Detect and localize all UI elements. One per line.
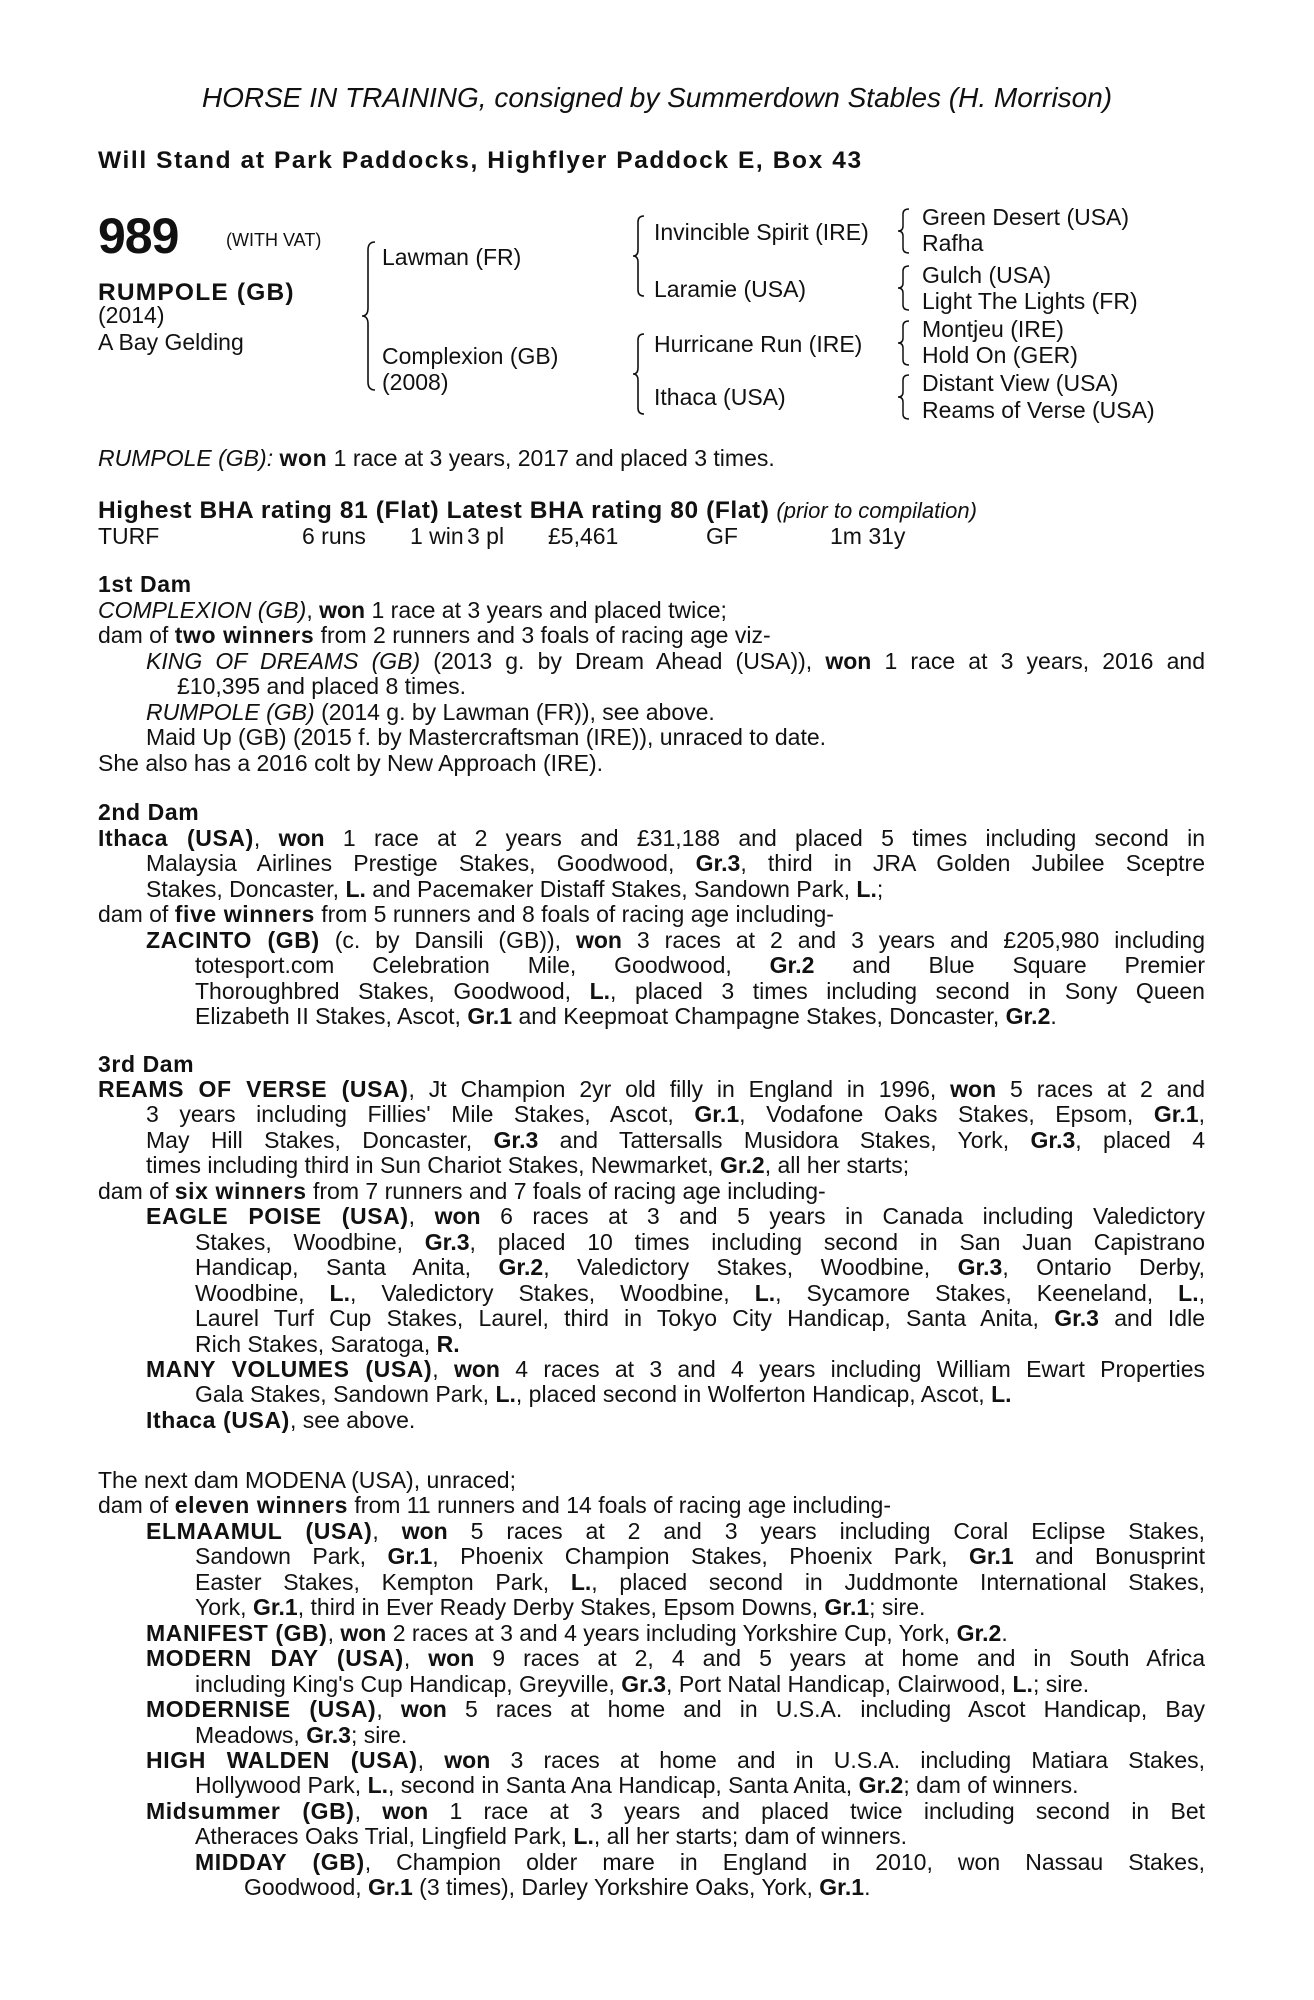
- second-dam-line: ZACINTO (GB) (c. by Dansili (GB)), won 3 races at 2 and 3 years and £205,980 including: [146, 926, 1205, 953]
- third-dam-line: Stakes, Woodbine, Gr.3, placed 10 times including second in San Juan Capistrano: [195, 1228, 1205, 1255]
- next-dam-line: Easter Stakes, Kempton Park, L., placed second in Juddmonte International Stakes,: [195, 1568, 1205, 1595]
- next-dam-line: MANIFEST (GB), won 2 races at 3 and 4 years including Yorkshire Cup, York, Gr.2.: [146, 1619, 1008, 1646]
- second-dam-line: dam of five winners from 5 runners and 8 foals of racing age including-: [98, 901, 834, 928]
- first-dam-line: dam of two winners from 2 runners and 3 foals of racing age viz-: [98, 622, 771, 649]
- pedigree-g1: Green Desert (USA): [922, 204, 1130, 230]
- first-dam-line: £10,395 and placed 8 times.: [177, 673, 466, 700]
- rating-earnings: £5,461: [548, 523, 619, 549]
- third-dam-line: dam of six winners from 7 runners and 7 foals of racing age including-: [98, 1177, 826, 1204]
- horse-description: A Bay Gelding: [98, 329, 244, 355]
- bha-rating: Highest BHA rating 81 (Flat) Latest BHA rating 80 (Flat) (prior to compilation): [98, 497, 977, 524]
- race-summary: RUMPOLE (GB): won 1 race at 3 years, 2017 and placed 3 times.: [98, 445, 775, 471]
- pedigree-g5: Montjeu (IRE): [922, 316, 1064, 342]
- pedigree-dam: Complexion (GB): [382, 343, 559, 369]
- third-dam-line: Gala Stakes, Sandown Park, L., placed second in Wolferton Handicap, Ascot, L.: [195, 1381, 1012, 1408]
- first-dam-line: She also has a 2016 colt by New Approach (IRE).: [98, 749, 604, 776]
- rating-wins: 1 win: [410, 523, 464, 549]
- next-dam-line: York, Gr.1, third in Ever Ready Derby Stakes, Epsom Downs, Gr.1; sire.: [195, 1594, 926, 1621]
- pedigree-g3: Gulch (USA): [922, 262, 1052, 288]
- next-dam-line: HIGH WALDEN (USA), won 3 races at home and in U.S.A. including Matiara Stakes,: [146, 1746, 1205, 1773]
- third-dam-line: EAGLE POISE (USA), won 6 races at 3 and 5 years in Canada including Valedictory: [146, 1203, 1206, 1230]
- second-dam-line: totesport.com Celebration Mile, Goodwood, Gr.2 and Blue Square Premier: [195, 952, 1205, 979]
- first-dam-heading: 1st Dam: [98, 571, 192, 597]
- next-dam-line: Goodwood, Gr.1 (3 times), Darley Yorkshire Oaks, York, Gr.1.: [244, 1874, 871, 1901]
- first-dam-line: COMPLEXION (GB), won 1 race at 3 years and placed twice;: [98, 597, 727, 623]
- pedigree-sire-dam: Laramie (USA): [654, 276, 807, 302]
- next-dam-line: dam of eleven winners from 11 runners and 14 foals of racing age including-: [98, 1492, 891, 1519]
- pedigree-brace-dam-line: [630, 330, 652, 420]
- pedigree-brace-g1: [895, 206, 917, 258]
- pedigree-g2: Rafha: [922, 230, 984, 256]
- second-dam-line: Stakes, Doncaster, L. and Pacemaker Distaff Stakes, Sandown Park, L.;: [146, 875, 884, 902]
- next-dam-line: MODERNISE (USA), won 5 races at home and in U.S.A. including Ascot Handicap, Bay: [146, 1696, 1206, 1723]
- third-dam-line: Rich Stakes, Saratoga, R.: [195, 1330, 460, 1357]
- pedigree-dam-dam: Ithaca (USA): [654, 384, 786, 410]
- lot-vat: (WITH VAT): [226, 230, 322, 250]
- pedigree-sire: Lawman (FR): [382, 244, 522, 270]
- rating-runs: 6 runs: [302, 523, 366, 549]
- next-dam-line: including King's Cup Handicap, Greyville, Gr.3, Port Natal Handicap, Clairwood, L.; sire.: [195, 1670, 1090, 1697]
- second-dam-line: Ithaca (USA), won 1 race at 2 years and £31,188 and placed 5 times including second in: [98, 825, 1205, 851]
- pedigree-g4: Light The Lights (FR): [922, 288, 1138, 314]
- next-dam-line: MODERN DAY (USA), won 9 races at 2, 4 and 5 years at home and in South Africa: [146, 1645, 1205, 1672]
- pedigree-brace-sire-line: [630, 212, 652, 302]
- next-dam-line: Atheraces Oaks Trial, Lingfield Park, L., all her starts; dam of winners.: [195, 1823, 908, 1850]
- third-dam-line: times including third in Sun Chariot Stakes, Newmarket, Gr.2, all her starts;: [146, 1152, 910, 1179]
- next-dam-line: Hollywood Park, L., second in Santa Ana Handicap, Santa Anita, Gr.2; dam of winners.: [195, 1772, 1079, 1799]
- pedigree-brace-g2: [895, 263, 917, 315]
- horse-year: (2014): [98, 302, 165, 328]
- second-dam-line: Malaysia Airlines Prestige Stakes, Goodwood, Gr.3, third in JRA Golden Jubilee Sceptre: [146, 850, 1205, 877]
- third-dam-line: Ithaca (USA), see above.: [146, 1406, 416, 1433]
- page-title: HORSE IN TRAINING, consigned by Summerdown Stables (H. Morrison): [201, 82, 1113, 113]
- horse-name: RUMPOLE (GB): [98, 279, 295, 306]
- next-dam-line: ELMAAMUL (USA), won 5 races at 2 and 3 years including Coral Eclipse Stakes,: [146, 1517, 1205, 1544]
- next-dam-line: Meadows, Gr.3; sire.: [195, 1721, 408, 1748]
- rating-distance: 1m 31y: [830, 523, 906, 549]
- third-dam-line: Laurel Turf Cup Stakes, Laurel, third in Tokyo City Handicap, Santa Anita, Gr.3 and Idle: [195, 1305, 1205, 1332]
- second-dam-line: Thoroughbred Stakes, Goodwood, L., placed 3 times including second in Sony Queen: [195, 977, 1205, 1004]
- third-dam-line: 3 years including Fillies' Mile Stakes, Ascot, Gr.1, Vodafone Oaks Stakes, Epsom, Gr.1,: [146, 1101, 1205, 1128]
- next-dam-line: Midsummer (GB), won 1 race at 3 years and placed twice including second in Bet: [146, 1797, 1205, 1824]
- next-dam-line: MIDDAY (GB), Champion older mare in England in 2010, won Nassau Stakes,: [195, 1848, 1205, 1875]
- next-dam-line: Sandown Park, Gr.1, Phoenix Champion Stakes, Phoenix Park, Gr.1 and Bonusprint: [195, 1543, 1205, 1570]
- lot-number: 989: [98, 208, 179, 264]
- pedigree-g6: Hold On (GER): [922, 342, 1078, 368]
- rating-going: GF: [706, 523, 738, 549]
- pedigree-g7: Distant View (USA): [922, 370, 1119, 396]
- next-dam-line: The next dam MODENA (USA), unraced;: [98, 1467, 516, 1493]
- first-dam-line: KING OF DREAMS (GB) (2013 g. by Dream Ahead (USA)), won 1 race at 3 years, 2016 and: [146, 647, 1205, 674]
- pedigree-brace-g4: [895, 372, 917, 424]
- third-dam-line: May Hill Stakes, Doncaster, Gr.3 and Tattersalls Musidora Stakes, York, Gr.3, placed 4: [146, 1126, 1205, 1153]
- second-dam-line: Elizabeth II Stakes, Ascot, Gr.1 and Keepmoat Champagne Stakes, Doncaster, Gr.2.: [195, 1003, 1057, 1030]
- third-dam-line: MANY VOLUMES (USA), won 4 races at 3 and 4 years including William Ewart Properties: [146, 1355, 1205, 1382]
- third-dam-line: Woodbine, L., Valedictory Stakes, Woodbine, L., Sycamore Stakes, Keeneland, L.,: [195, 1279, 1206, 1306]
- pedigree-brace-g3: [895, 318, 917, 370]
- pedigree-g8: Reams of Verse (USA): [922, 397, 1155, 423]
- third-dam-line: Handicap, Santa Anita, Gr.2, Valedictory Stakes, Woodbine, Gr.3, Ontario Derby,: [195, 1254, 1205, 1281]
- pedigree-dam-sire: Hurricane Run (IRE): [654, 331, 863, 357]
- first-dam-line: Maid Up (GB) (2015 f. by Mastercraftsman (IRE)), unraced to date.: [146, 724, 827, 751]
- pedigree-sire-sire: Invincible Spirit (IRE): [654, 219, 869, 245]
- first-dam-line: RUMPOLE (GB) (2014 g. by Lawman (FR)), see above.: [146, 698, 715, 725]
- third-dam-heading: 3rd Dam: [98, 1051, 195, 1077]
- third-dam-line: REAMS OF VERSE (USA), Jt Champion 2yr old filly in England in 1996, won 5 races at 2 and: [98, 1076, 1205, 1102]
- rating-surface: TURF: [98, 523, 160, 549]
- second-dam-heading: 2nd Dam: [98, 799, 200, 825]
- stand-location: Will Stand at Park Paddocks, Highflyer Paddock E, Box 43: [98, 147, 863, 174]
- rating-placed: 3 pl: [467, 523, 505, 549]
- pedigree-dam-year: (2008): [382, 369, 449, 395]
